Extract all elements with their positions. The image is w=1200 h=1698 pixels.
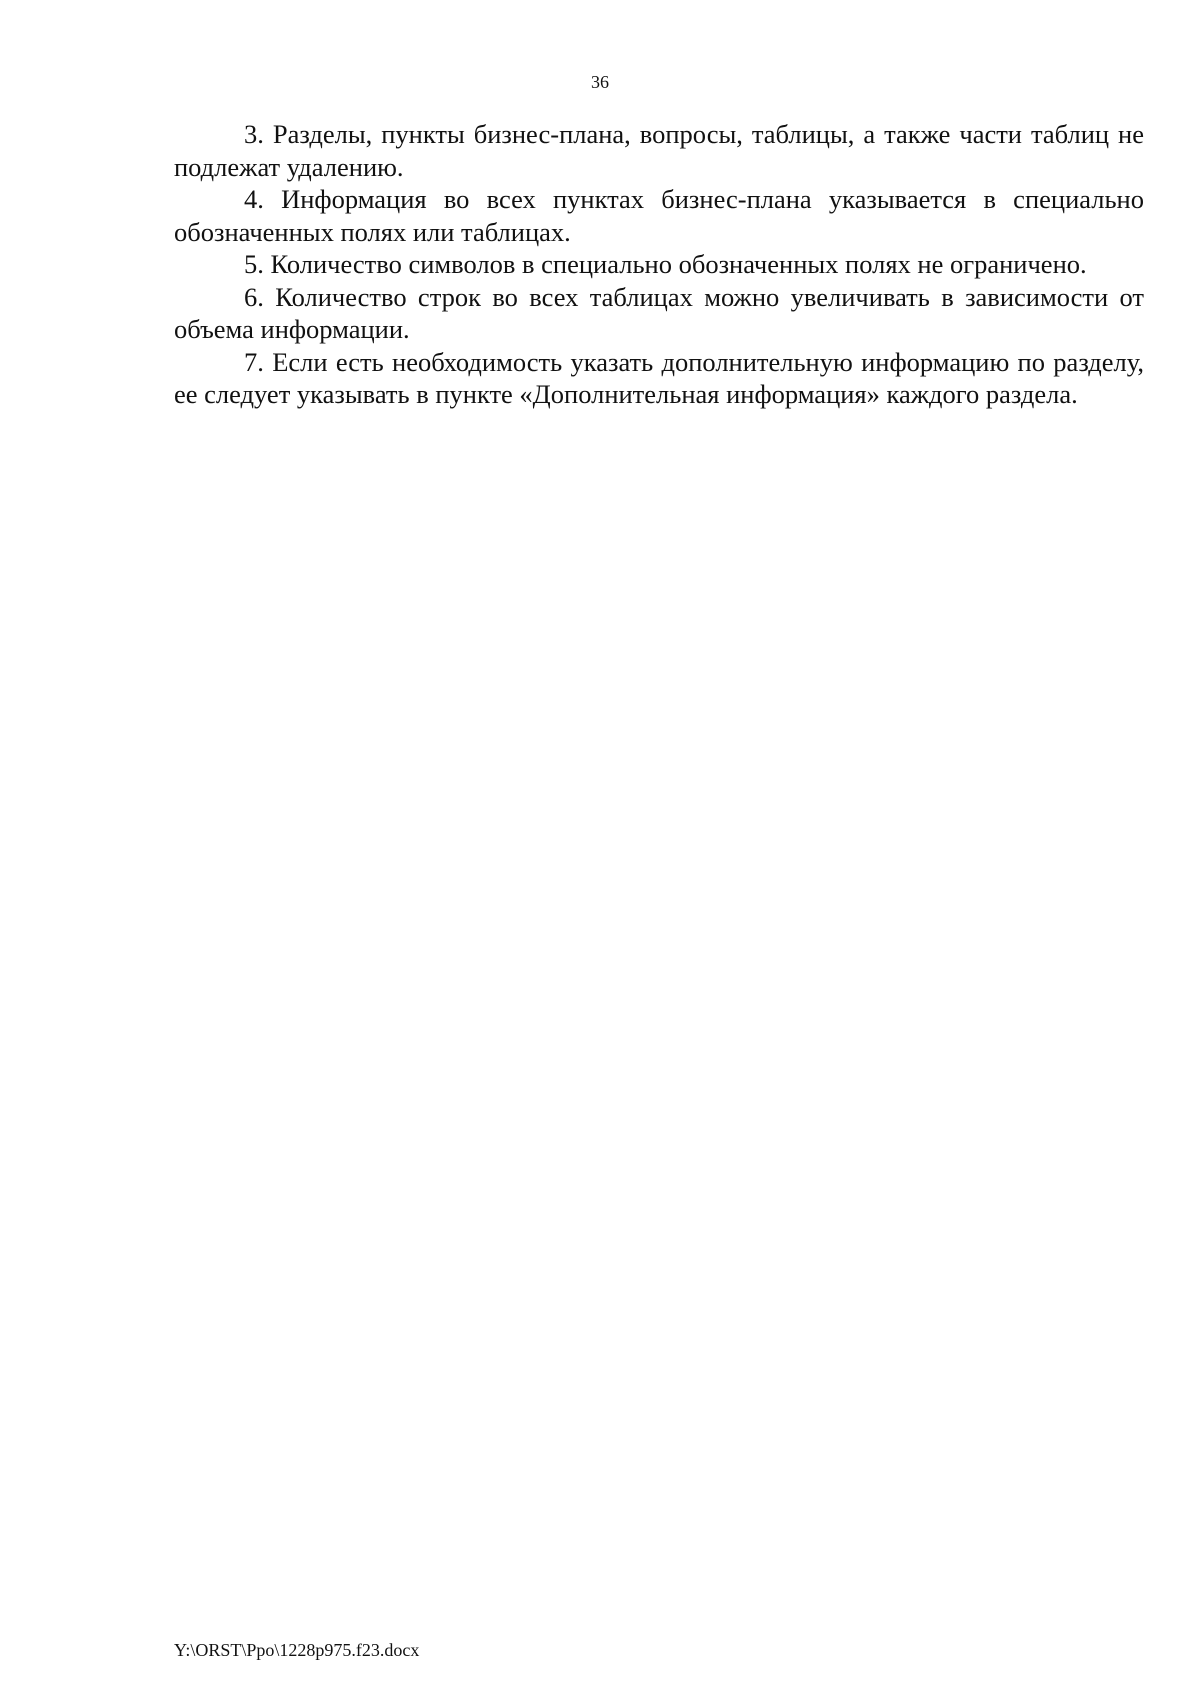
paragraph-item-4: 4. Информация во всех пунктах бизнес-плана указывается в специально обозначенных полях или таблицах. bbox=[174, 184, 1144, 247]
paragraph-item-3: 3. Разделы, пункты бизнес-плана, вопросы, таблицы, а также части таблиц не подлежат удалению. bbox=[174, 119, 1144, 182]
paragraph-item-6: 6. Количество строк во всех таблицах можно увеличивать в зависимости от объема информации. bbox=[174, 281, 1144, 344]
paragraph-item-5: 5. Количество символов в специально обозначенных полях не ограничено. bbox=[244, 249, 1087, 279]
paragraph-item-7: 7. Если есть необходимость указать дополнительную информацию по разделу, ее следует указывать в пункте «Дополнительная информация» каждого раздела. bbox=[174, 346, 1144, 409]
document-body bbox=[174, 118, 1144, 411]
footer-file-path: Y:\ORST\Ppo\1228p975.f23.docx bbox=[174, 1640, 420, 1660]
page-number: 36 bbox=[591, 72, 609, 92]
